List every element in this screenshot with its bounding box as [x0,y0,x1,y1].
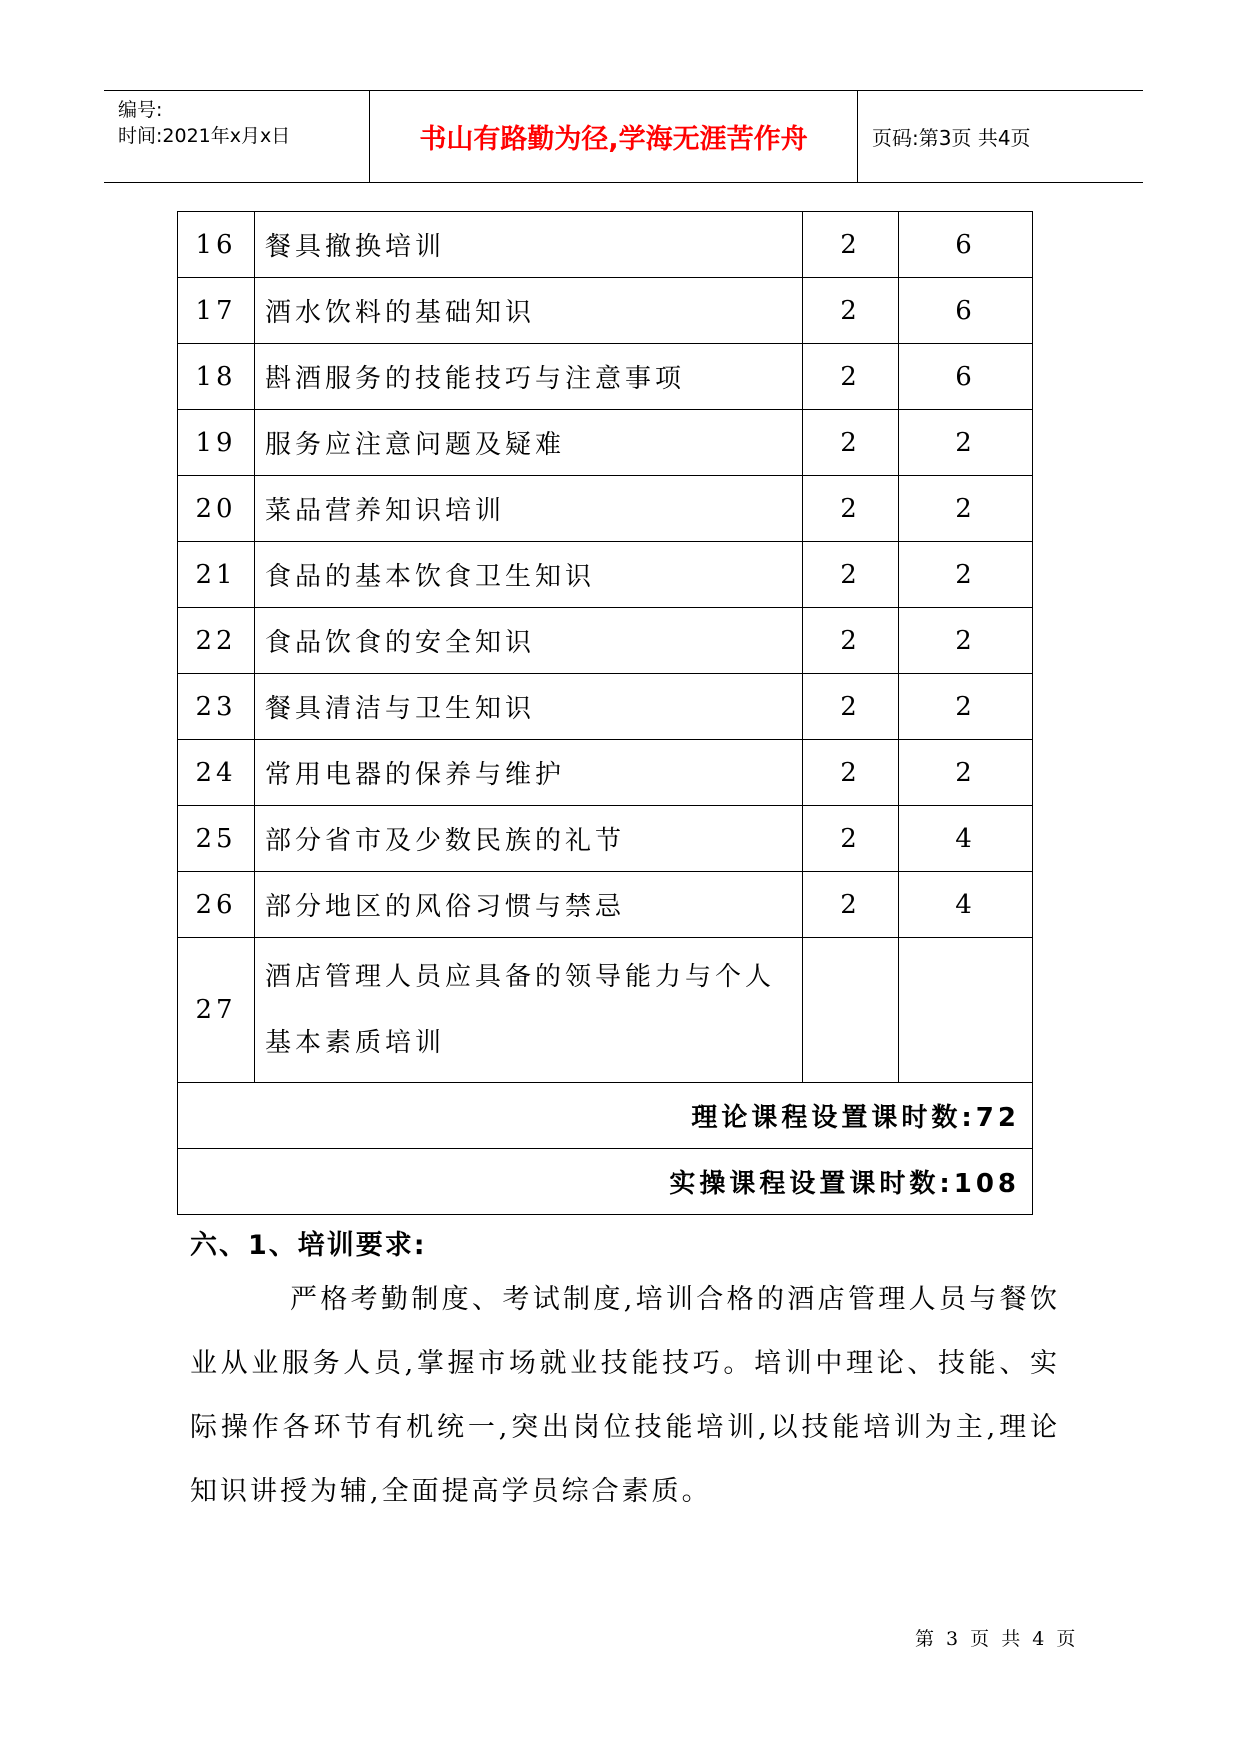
table-row [178,608,1033,674]
theory-hours: 2 [803,872,899,938]
course-name: 斟酒服务的技能技巧与注意事项 [255,344,803,410]
course-name: 部分地区的风俗习惯与禁忌 [255,872,803,938]
course-name: 酒水饮料的基础知识 [255,278,803,344]
course-name: 服务应注意问题及疑难 [255,410,803,476]
practice-hours: 2 [899,740,1033,806]
practice-hours: 6 [899,278,1033,344]
table-row [178,938,1033,1083]
row-number: 19 [178,410,255,476]
course-name: 食品的基本饮食卫生知识 [255,542,803,608]
course-name: 食品饮食的安全知识 [255,608,803,674]
header-motto: 书山有路勤为径,学海无涯苦作舟 [370,91,858,182]
practice-hours: 4 [899,872,1033,938]
row-number: 16 [178,212,255,278]
course-schedule-table [177,211,1033,1215]
theory-hours [803,938,899,1083]
course-table-body [178,212,1033,1215]
course-name: 常用电器的保养与维护 [255,740,803,806]
theory-hours: 2 [803,476,899,542]
row-number: 27 [178,938,255,1083]
practice-hours: 2 [899,674,1033,740]
table-row [178,278,1033,344]
row-number: 20 [178,476,255,542]
row-number: 18 [178,344,255,410]
practice-total-row [178,1149,1033,1215]
page-header [104,90,1143,183]
theory-hours: 2 [803,212,899,278]
practice-total: 实操课程设置课时数:108 [178,1149,1033,1215]
table-row [178,212,1033,278]
practice-hours: 2 [899,476,1033,542]
document-date: 时间:2021年x月x日 [118,125,291,147]
table-row [178,740,1033,806]
practice-hours: 2 [899,542,1033,608]
theory-total: 理论课程设置课时数:72 [178,1083,1033,1149]
theory-hours: 2 [803,608,899,674]
header-page-label: 页码:第3页 共4页 [872,126,1031,150]
theory-hours: 2 [803,410,899,476]
table-row [178,476,1033,542]
theory-hours: 2 [803,278,899,344]
training-requirements-paragraph: 严格考勤制度、考试制度,培训合格的酒店管理人员与餐饮业从业服务人员,掌握市场就业技能技巧。培训中理论、技能、实际操作各环节有机统一,突出岗位技能培训,以技能培训为主,理论知识讲授为辅,全面提高学员综合素质。 [190,1284,1060,1507]
practice-hours: 6 [899,344,1033,410]
course-name: 酒店管理人员应具备的领导能力与个人基本素质培训 [255,938,803,1083]
practice-hours: 4 [899,806,1033,872]
header-meta [104,91,370,182]
course-name: 部分省市及少数民族的礼节 [255,806,803,872]
table-row [178,872,1033,938]
practice-hours [899,938,1033,1083]
row-number: 26 [178,872,255,938]
row-number: 21 [178,542,255,608]
theory-hours: 2 [803,674,899,740]
table-row [178,410,1033,476]
theory-hours: 2 [803,806,899,872]
theory-hours: 2 [803,542,899,608]
table-row [178,806,1033,872]
section-heading: 六、1、培训要求: [190,1230,427,1261]
practice-hours: 2 [899,608,1033,674]
row-number: 25 [178,806,255,872]
theory-hours: 2 [803,344,899,410]
theory-hours: 2 [803,740,899,806]
practice-hours: 6 [899,212,1033,278]
table-row [178,344,1033,410]
row-number: 22 [178,608,255,674]
document-number-label: 编号: [118,99,163,121]
table-row [178,542,1033,608]
course-name: 餐具清洁与卫生知识 [255,674,803,740]
table-row [178,674,1033,740]
theory-total-row [178,1083,1033,1149]
row-number: 17 [178,278,255,344]
practice-hours: 2 [899,410,1033,476]
page-footer: 第 3 页 共 4 页 [915,1628,1079,1650]
row-number: 24 [178,740,255,806]
row-number: 23 [178,674,255,740]
course-name: 餐具撤换培训 [255,212,803,278]
course-name: 菜品营养知识培训 [255,476,803,542]
